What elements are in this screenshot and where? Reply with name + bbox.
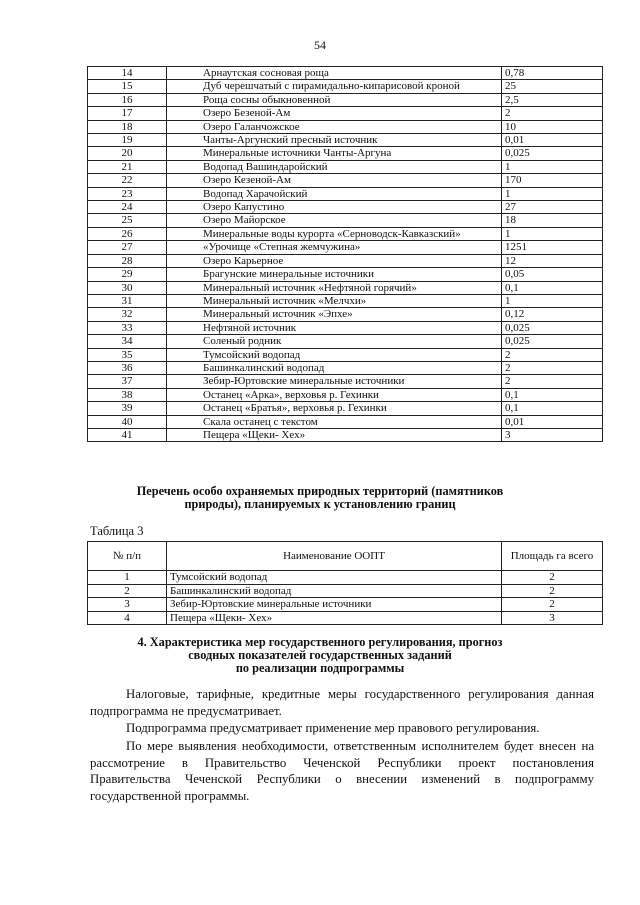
row-number: 31 [88,294,167,307]
row-number: 22 [88,174,167,187]
row-name-text: Скала останец с текстом [203,415,318,428]
row-name [167,201,502,214]
row-number: 40 [88,415,167,428]
row-name-text: Роща сосны обыкновенной [203,93,331,106]
row-name-text: Минеральные источники Чанты-Аргуна [203,147,392,160]
table-row [88,335,603,348]
row-name-text: Озеро Безеной-Ам [203,107,291,120]
paragraph-legal-regulation: Подпрограмма предусматривает применение мер правового регулирования. [126,721,540,735]
section-heading-regulation-measures [0,636,640,675]
table-row [88,388,603,401]
table-row [88,241,603,254]
row-area: 2 [502,107,603,120]
row-name [167,415,502,428]
row-area: 1 [502,227,603,240]
table-row [88,321,603,334]
paragraph-amendments: По мере выявления необходимости, ответственным исполнителем будет внесен на рассмотрение в Правительство Чеченской Республики проект постановления Правительства Чеченской Республики о внесении изменений в подпрограмму государственной программы. [90,739,594,803]
row-number: 15 [88,80,167,93]
row-number: 18 [88,120,167,133]
row-number: 20 [88,147,167,160]
row-number: 4 [88,611,167,625]
row-name [167,335,502,348]
table-caption: Таблица 3 [90,524,144,538]
row-name-text: Минеральный источник «Нефтяной горячий» [203,281,417,294]
planned-boundaries-table [87,541,603,625]
row-name-text: Башинкалинский водопад [203,361,325,374]
row-area: 3 [502,428,603,441]
row-number: 29 [88,268,167,281]
table-row [88,120,603,133]
row-number: 28 [88,254,167,267]
table-row [88,308,603,321]
row-name-text: Тумсойский водопад [203,348,301,361]
row-name [167,361,502,374]
row-name [167,268,502,281]
row-name-text: Минеральный источник «Мелчхи» [203,294,367,307]
row-area: 2 [502,348,603,361]
heading-line: Перечень особо охраняемых природных территорий (памятников [136,484,504,498]
row-number: 19 [88,134,167,147]
row-name [167,174,502,187]
table-row [88,402,603,415]
row-number: 41 [88,428,167,441]
row-number: 30 [88,281,167,294]
table-row [88,254,603,267]
row-number: 26 [88,227,167,240]
heading-line: 4. Характеристика мер государственного регулирования, прогноз [137,635,503,649]
list-table-body [88,67,603,442]
row-name-text: Зебир-Юртовские минеральные источники [203,375,405,388]
row-number: 36 [88,361,167,374]
row-name-text: Озеро Кезеной-Ам [203,174,291,187]
row-name [167,428,502,441]
row-number: 16 [88,93,167,106]
row-name [167,308,502,321]
row-number: 37 [88,375,167,388]
row-area: 0,12 [502,308,603,321]
row-area: 2,5 [502,93,603,106]
row-area: 0,01 [502,134,603,147]
row-number: 35 [88,348,167,361]
row-name [167,281,502,294]
row-area: 12 [502,254,603,267]
row-name [167,107,502,120]
row-name [167,348,502,361]
row-area: 1251 [502,241,603,254]
table-row [88,584,603,598]
row-number: 25 [88,214,167,227]
row-name-text: Озеро Карьерное [203,254,284,267]
row-name [167,241,502,254]
row-number: 27 [88,241,167,254]
table-row [88,67,603,80]
row-name [167,402,502,415]
row-name-text: Чанты-Аргунский пресный источник [203,134,378,147]
row-name [167,254,502,267]
table-header-row [88,542,603,571]
row-number: 38 [88,388,167,401]
row-number: 34 [88,335,167,348]
row-area: 0,05 [502,268,603,281]
row-area: 0,025 [502,321,603,334]
paragraph-tax-measures: Налоговые, тарифные, кредитные меры государственного регулирования данная подпрограмма не предусматривает. [90,687,594,718]
row-area: 2 [502,598,603,612]
row-area: 1 [502,160,603,173]
row-name-text: Минеральный источник «Эпхе» [203,308,353,321]
row-number: 14 [88,67,167,80]
table-row [88,428,603,441]
section-heading-planned-boundaries [0,485,640,511]
row-area: 18 [502,214,603,227]
row-number: 1 [88,571,167,585]
table-row [88,174,603,187]
row-name-text: Озеро Капустино [203,201,285,214]
table-row [88,160,603,173]
header-number: № п/п [88,542,167,571]
row-name-text: Останец «Арка», верховья р. Гехинки [203,388,379,401]
heading-line: природы), планируемых к установлению границ [184,497,456,511]
row-name: Тумсойский водопад [167,571,502,585]
table-row [88,134,603,147]
row-area: 2 [502,375,603,388]
table-row [88,268,603,281]
row-name [167,214,502,227]
row-name-text: Нефтяной источник [203,321,297,334]
table-row [88,375,603,388]
row-area: 0,025 [502,147,603,160]
table-row [88,107,603,120]
row-name-text: Брагунские минеральные источники [203,268,375,281]
row-name [167,321,502,334]
row-name-text: Минеральные воды курорта «Серноводск-Кавказский» [203,227,461,240]
heading-line: сводных показателей государственных заданий [188,648,452,662]
row-name-text: Водопад Харачойский [203,187,308,200]
row-name-text: «Урочище «Степная жемчужина» [203,241,361,254]
row-name-text: Останец «Братья», верховья р. Гехинки [203,402,387,415]
row-number: 24 [88,201,167,214]
row-name-text: Озеро Майорское [203,214,286,227]
row-name [167,294,502,307]
row-number: 39 [88,402,167,415]
table-row [88,187,603,200]
row-number: 23 [88,187,167,200]
table-row [88,227,603,240]
row-area: 2 [502,584,603,598]
protected-areas-list-table [87,66,603,442]
row-name: Пещера «Щеки- Хех» [167,611,502,625]
row-number: 33 [88,321,167,334]
header-area: Площадь га всего [502,542,603,571]
row-name [167,147,502,160]
row-area: 1 [502,187,603,200]
table-row [88,93,603,106]
row-area: 2 [502,361,603,374]
row-number: 2 [88,584,167,598]
row-name [167,187,502,200]
table-row [88,281,603,294]
row-area: 3 [502,611,603,625]
table-row [88,598,603,612]
table-row [88,571,603,585]
row-area: 25 [502,80,603,93]
row-area: 170 [502,174,603,187]
heading-line: по реализации подпрограммы [235,661,405,675]
row-number: 3 [88,598,167,612]
row-name [167,227,502,240]
table-row [88,294,603,307]
row-name [167,67,502,80]
row-name-text: Озеро Галанчожское [203,120,300,133]
row-name [167,388,502,401]
row-area: 0,1 [502,402,603,415]
table-row [88,415,603,428]
row-area: 0,78 [502,67,603,80]
row-name [167,80,502,93]
row-area: 1 [502,294,603,307]
table3-body [88,571,603,625]
row-area: 2 [502,571,603,585]
row-number: 21 [88,160,167,173]
row-number: 32 [88,308,167,321]
row-name [167,375,502,388]
row-name-text: Дуб черешчатый с пирамидально-кипарисовой кроной [203,80,460,93]
table-row [88,80,603,93]
row-name [167,160,502,173]
row-area: 0,1 [502,281,603,294]
row-number: 17 [88,107,167,120]
row-name [167,120,502,133]
table-row [88,361,603,374]
row-area: 27 [502,201,603,214]
table-row [88,214,603,227]
row-name [167,134,502,147]
row-area: 0,01 [502,415,603,428]
table-row [88,147,603,160]
row-name [167,93,502,106]
header-name: Наименование ООПТ [167,542,502,571]
row-area: 0,025 [502,335,603,348]
table-row [88,611,603,625]
row-name-text: Водопад Вашиндаройский [203,160,328,173]
table-row [88,201,603,214]
row-area: 0,1 [502,388,603,401]
row-name: Зебир-Юртовские минеральные источники [167,598,502,612]
page-number: 54 [314,38,326,52]
table-row [88,348,603,361]
row-area: 10 [502,120,603,133]
row-name-text: Пещера «Щеки- Хех» [203,428,306,441]
row-name-text: Соленый родник [203,335,282,348]
row-name-text: Арнаутская сосновая роща [203,67,329,79]
row-name: Башинкалинский водопад [167,584,502,598]
